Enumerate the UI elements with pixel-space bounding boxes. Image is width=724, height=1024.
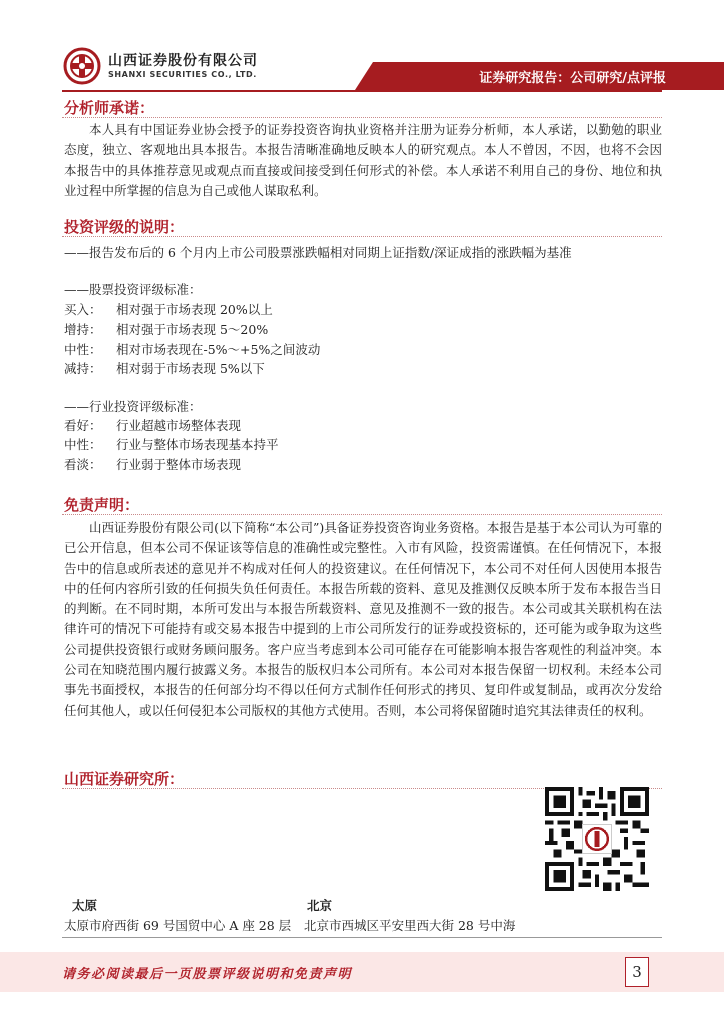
footer-notice: 请务必阅读最后一页股票评级说明和免责声明 xyxy=(62,967,353,982)
rating-label: 买入： xyxy=(64,302,102,317)
institute-title: 山西证券研究所： xyxy=(64,770,185,788)
rating-explanation-title: 投资评级的说明： xyxy=(64,218,185,236)
office-address: 太原市府西街 69 号国贸中心 A 座 28 层 xyxy=(64,918,292,933)
industry-rating-header: ——行业投资评级标准： xyxy=(64,399,202,414)
rating-label: 中性： xyxy=(64,437,102,452)
industry-rating-row xyxy=(64,435,279,455)
office-city: 北京 xyxy=(307,898,333,913)
disclaimer-body: 山西证券股份有限公司(以下简称“本公司”)具备证券投资咨询业务资格。本报告是基于本公司认为可靠的已公开信息，但本公司不保证该等信息的准确性或完整性。入市有风险，投资需谨慎。在任何情况下，本报告中的信息或所表述的意见并不构成对任何人的投资建议。在任何情况下，本公司不对任何人因使用本报告中的任何内容所引致的任何损失负任何责任。本报告所载的资料、意见及推测仅反映本所于发布本报告当日的判断。在不同时期，本所可发出与本报告所载资料、意见及推测不一致的报告。本公司或其关联机构在法律许可的情况下可能持有或交易本报告中提到的上市公司所发行的证券或投资标的，还可能为或争取为这些公司提供投资银行或财务顾问服务。客户应当考虑到本公司可能存在可能影响本报告客观性的利益冲突。本公司在知晓范围内履行披露义务。本报告的版权归本公司所有。本公司对本报告保留一切权利。未经本公司事先书面授权，本报告的任何部分均不得以任何方式制作任何形式的拷贝、复印件或复制品，或再次分发给任何其他人，或以任何侵犯本公司版权的其他方式使用。否则，本公司将保留随时追究其法律责任的权利。 xyxy=(64,520,662,718)
rating-label: 增持： xyxy=(64,322,102,337)
rating-desc: 行业超越市场整体表现 xyxy=(116,418,242,433)
rating-label: 减持： xyxy=(64,361,102,376)
section-divider xyxy=(62,514,662,515)
office-address: 北京市西城区平安里西大街 28 号中海 xyxy=(304,918,516,933)
page-number: 3 xyxy=(625,957,649,987)
rating-label: 中性： xyxy=(64,342,102,357)
rating-desc: 相对强于市场表现 5～20% xyxy=(116,322,269,337)
disclaimer-title: 免责声明： xyxy=(64,496,140,514)
rating-desc: 相对强于市场表现 20%以上 xyxy=(116,302,273,317)
company-logo-icon xyxy=(62,46,102,86)
stock-rating-row xyxy=(64,359,265,379)
stock-rating-row xyxy=(64,320,268,340)
header-divider xyxy=(62,90,662,92)
analyst-commitment-body: 本人具有中国证券业协会授予的证券投资咨询执业资格并注册为证券分析师，本人承诺，以勤勉的职业态度，独立、客观地出具本报告。本报告清晰准确地反映本人的研究观点。本人不曾因，不因，也将不会因本报告中的具体推荐意见或观点而直接或间接受到任何形式的补偿。本人承诺不利用自己的身份、地位和执业过程中所掌握的信息为自己或他人谋取私利。 xyxy=(64,122,662,198)
section-divider xyxy=(62,117,662,118)
report-type-label: 证券研究报告：公司研究/点评报 xyxy=(479,71,666,86)
stock-rating-row xyxy=(64,300,273,320)
rating-desc: 行业弱于整体市场表现 xyxy=(116,457,242,472)
industry-rating-row xyxy=(64,416,241,436)
rating-desc: 相对市场表现在-5%～+5%之间波动 xyxy=(116,342,321,357)
office-city: 太原 xyxy=(72,898,98,913)
address-divider xyxy=(62,937,662,938)
stock-rating-row xyxy=(64,340,320,360)
qr-code-icon xyxy=(545,787,649,891)
industry-rating-row xyxy=(64,455,241,475)
rating-basis: ——报告发布后的 6 个月内上市公司股票涨跌幅相对同期上证指数/深证成指的涨跌幅为基准 xyxy=(64,245,572,260)
company-name-cn: 山西证券股份有限公司 xyxy=(108,53,258,69)
rating-label: 看好： xyxy=(64,418,102,433)
analyst-commitment-title: 分析师承诺： xyxy=(64,99,155,117)
section-divider xyxy=(62,236,662,237)
rating-label: 看淡： xyxy=(64,457,102,472)
rating-desc: 相对弱于市场表现 5%以下 xyxy=(116,361,265,376)
stock-rating-header: ——股票投资评级标准： xyxy=(64,282,202,297)
company-name-en: SHANXI SECURITIES CO., LTD. xyxy=(108,70,257,79)
rating-desc: 行业与整体市场表现基本持平 xyxy=(116,437,279,452)
